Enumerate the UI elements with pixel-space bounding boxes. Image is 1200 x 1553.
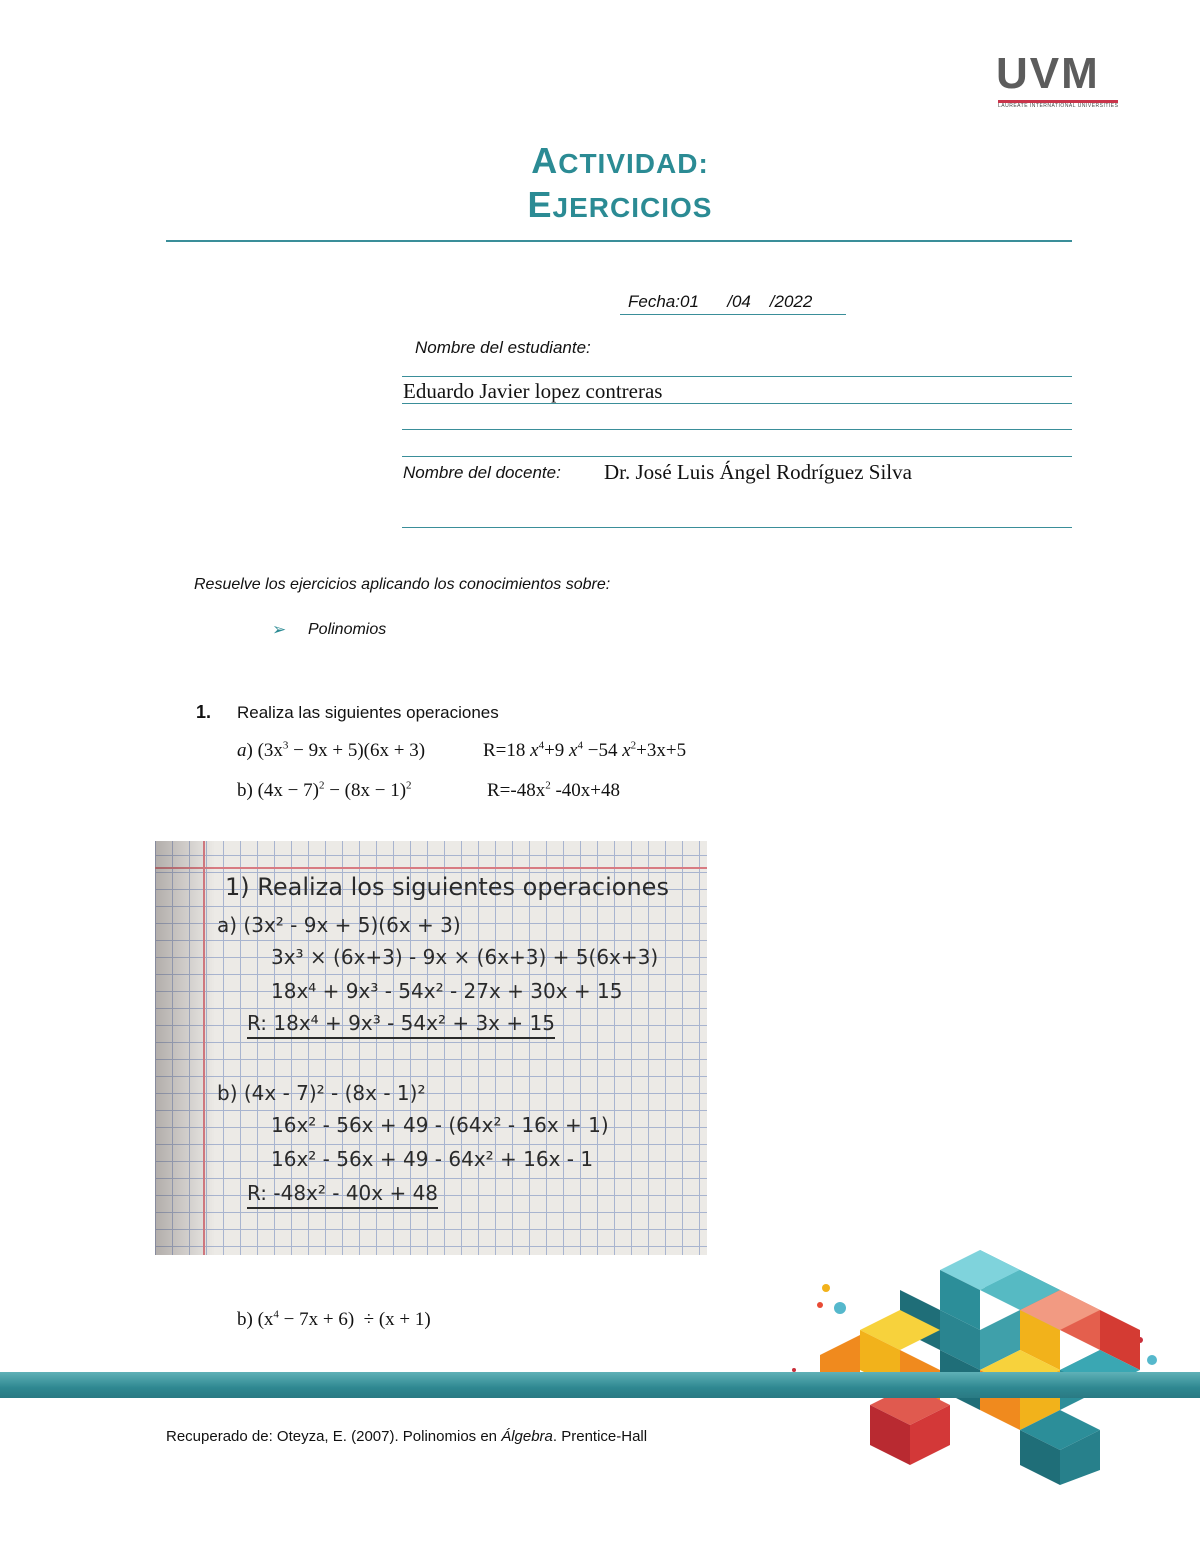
hw-line-6: b) (4x - 7)² - (8x - 1)² <box>217 1081 426 1105</box>
student-label: Nombre del estudiante: <box>415 338 591 357</box>
title-initial-1: A <box>531 140 559 181</box>
notebook-top-line <box>155 867 707 869</box>
footer-suffix: . Prentice-Hall <box>552 1428 648 1445</box>
hw-line-3: 3x³ × (6x+3) - 9x × (6x+3) + 5(6x+3) <box>271 945 659 969</box>
hw-line-4: 18x⁴ + 9x³ - 54x² - 27x + 30x + 15 <box>271 979 623 1003</box>
form-line <box>402 403 1072 404</box>
hw-line-9: R: -48x² - 40x + 48 <box>247 1181 438 1209</box>
exercise-heading: Realiza las siguientes operaciones <box>237 703 499 722</box>
problem-b-division: b) $(x^4 - 7x + 6) \div (x + 1)$ <box>237 1308 431 1330</box>
hw-line-8: 16x² - 56x + 49 - 64x² + 16x - 1 <box>271 1147 594 1171</box>
footer-band <box>0 1372 1200 1398</box>
problem-b2-label: b) <box>237 1309 253 1330</box>
uvm-logo <box>996 49 1124 109</box>
date-label: Fecha: <box>628 292 680 311</box>
decorative-cubes-graphic <box>780 1245 1200 1490</box>
hw-line-2: a) (3x² - 9x + 5)(6x + 3) <box>217 913 461 937</box>
title-rest-2: JERCICIOS <box>552 192 713 223</box>
problem-b-label: b) <box>237 780 253 801</box>
title-divider <box>166 240 1072 242</box>
hw-line-5: R: 18x⁴ + 9x³ - 54x² + 3x + 15 <box>247 1011 555 1039</box>
problem-b: b) $(4x - 7)^2 - (8x - 1)^2$ <box>237 779 412 801</box>
form-line <box>402 527 1072 528</box>
answer-b: $R=-48x^2$ -40x+48 <box>487 779 621 801</box>
title-line-1 <box>320 140 920 182</box>
answer-a: R=18 $x^4+9$ $x^4 -54$ $x^2+3x+5$ <box>483 739 687 761</box>
title-line-2 <box>320 184 920 226</box>
date-day: 01 <box>679 292 699 311</box>
hw-line-1: 1) Realiza los siguientes operaciones <box>225 873 669 901</box>
exercise-number: 1. <box>196 702 212 722</box>
footer-citation <box>166 1428 647 1445</box>
photo-shadow <box>155 841 215 1255</box>
form-line <box>402 429 1072 430</box>
bullet-item: Polinomios <box>308 621 387 638</box>
form-line <box>402 456 1072 457</box>
date-year: /2022 <box>769 292 813 311</box>
date-month: /04 <box>727 292 751 311</box>
logo-text: UVM <box>996 49 1100 98</box>
bullet-arrow-icon: ➢ <box>272 620 287 639</box>
instructions: Resuelve los ejercicios aplicando los conocimientos sobre: <box>194 576 611 593</box>
footer-book: Álgebra <box>501 1428 553 1445</box>
problem-a-label: a <box>237 740 247 761</box>
date-field <box>620 292 846 315</box>
footer-prefix: Recuperado de: Oteyza, E. (2007). Polinomios en <box>166 1428 502 1445</box>
teacher-name: Dr. José Luis Ángel Rodríguez Silva <box>604 460 912 484</box>
logo-tagline: LAUREATE INTERNATIONAL UNIVERSITIES <box>998 103 1119 109</box>
student-name: Eduardo Javier lopez contreras <box>403 379 663 403</box>
form-line <box>402 376 1072 377</box>
hw-line-7: 16x² - 56x + 49 - (64x² - 16x + 1) <box>271 1113 609 1137</box>
title-initial-2: E <box>527 184 553 225</box>
problem-a: a) $(3x^3 - 9x + 5)(6x + 3)$ <box>237 739 426 761</box>
teacher-label: Nombre del docente: <box>403 463 561 482</box>
notebook-photo <box>155 841 707 1255</box>
title-rest-1: CTIVIDAD: <box>558 148 709 179</box>
